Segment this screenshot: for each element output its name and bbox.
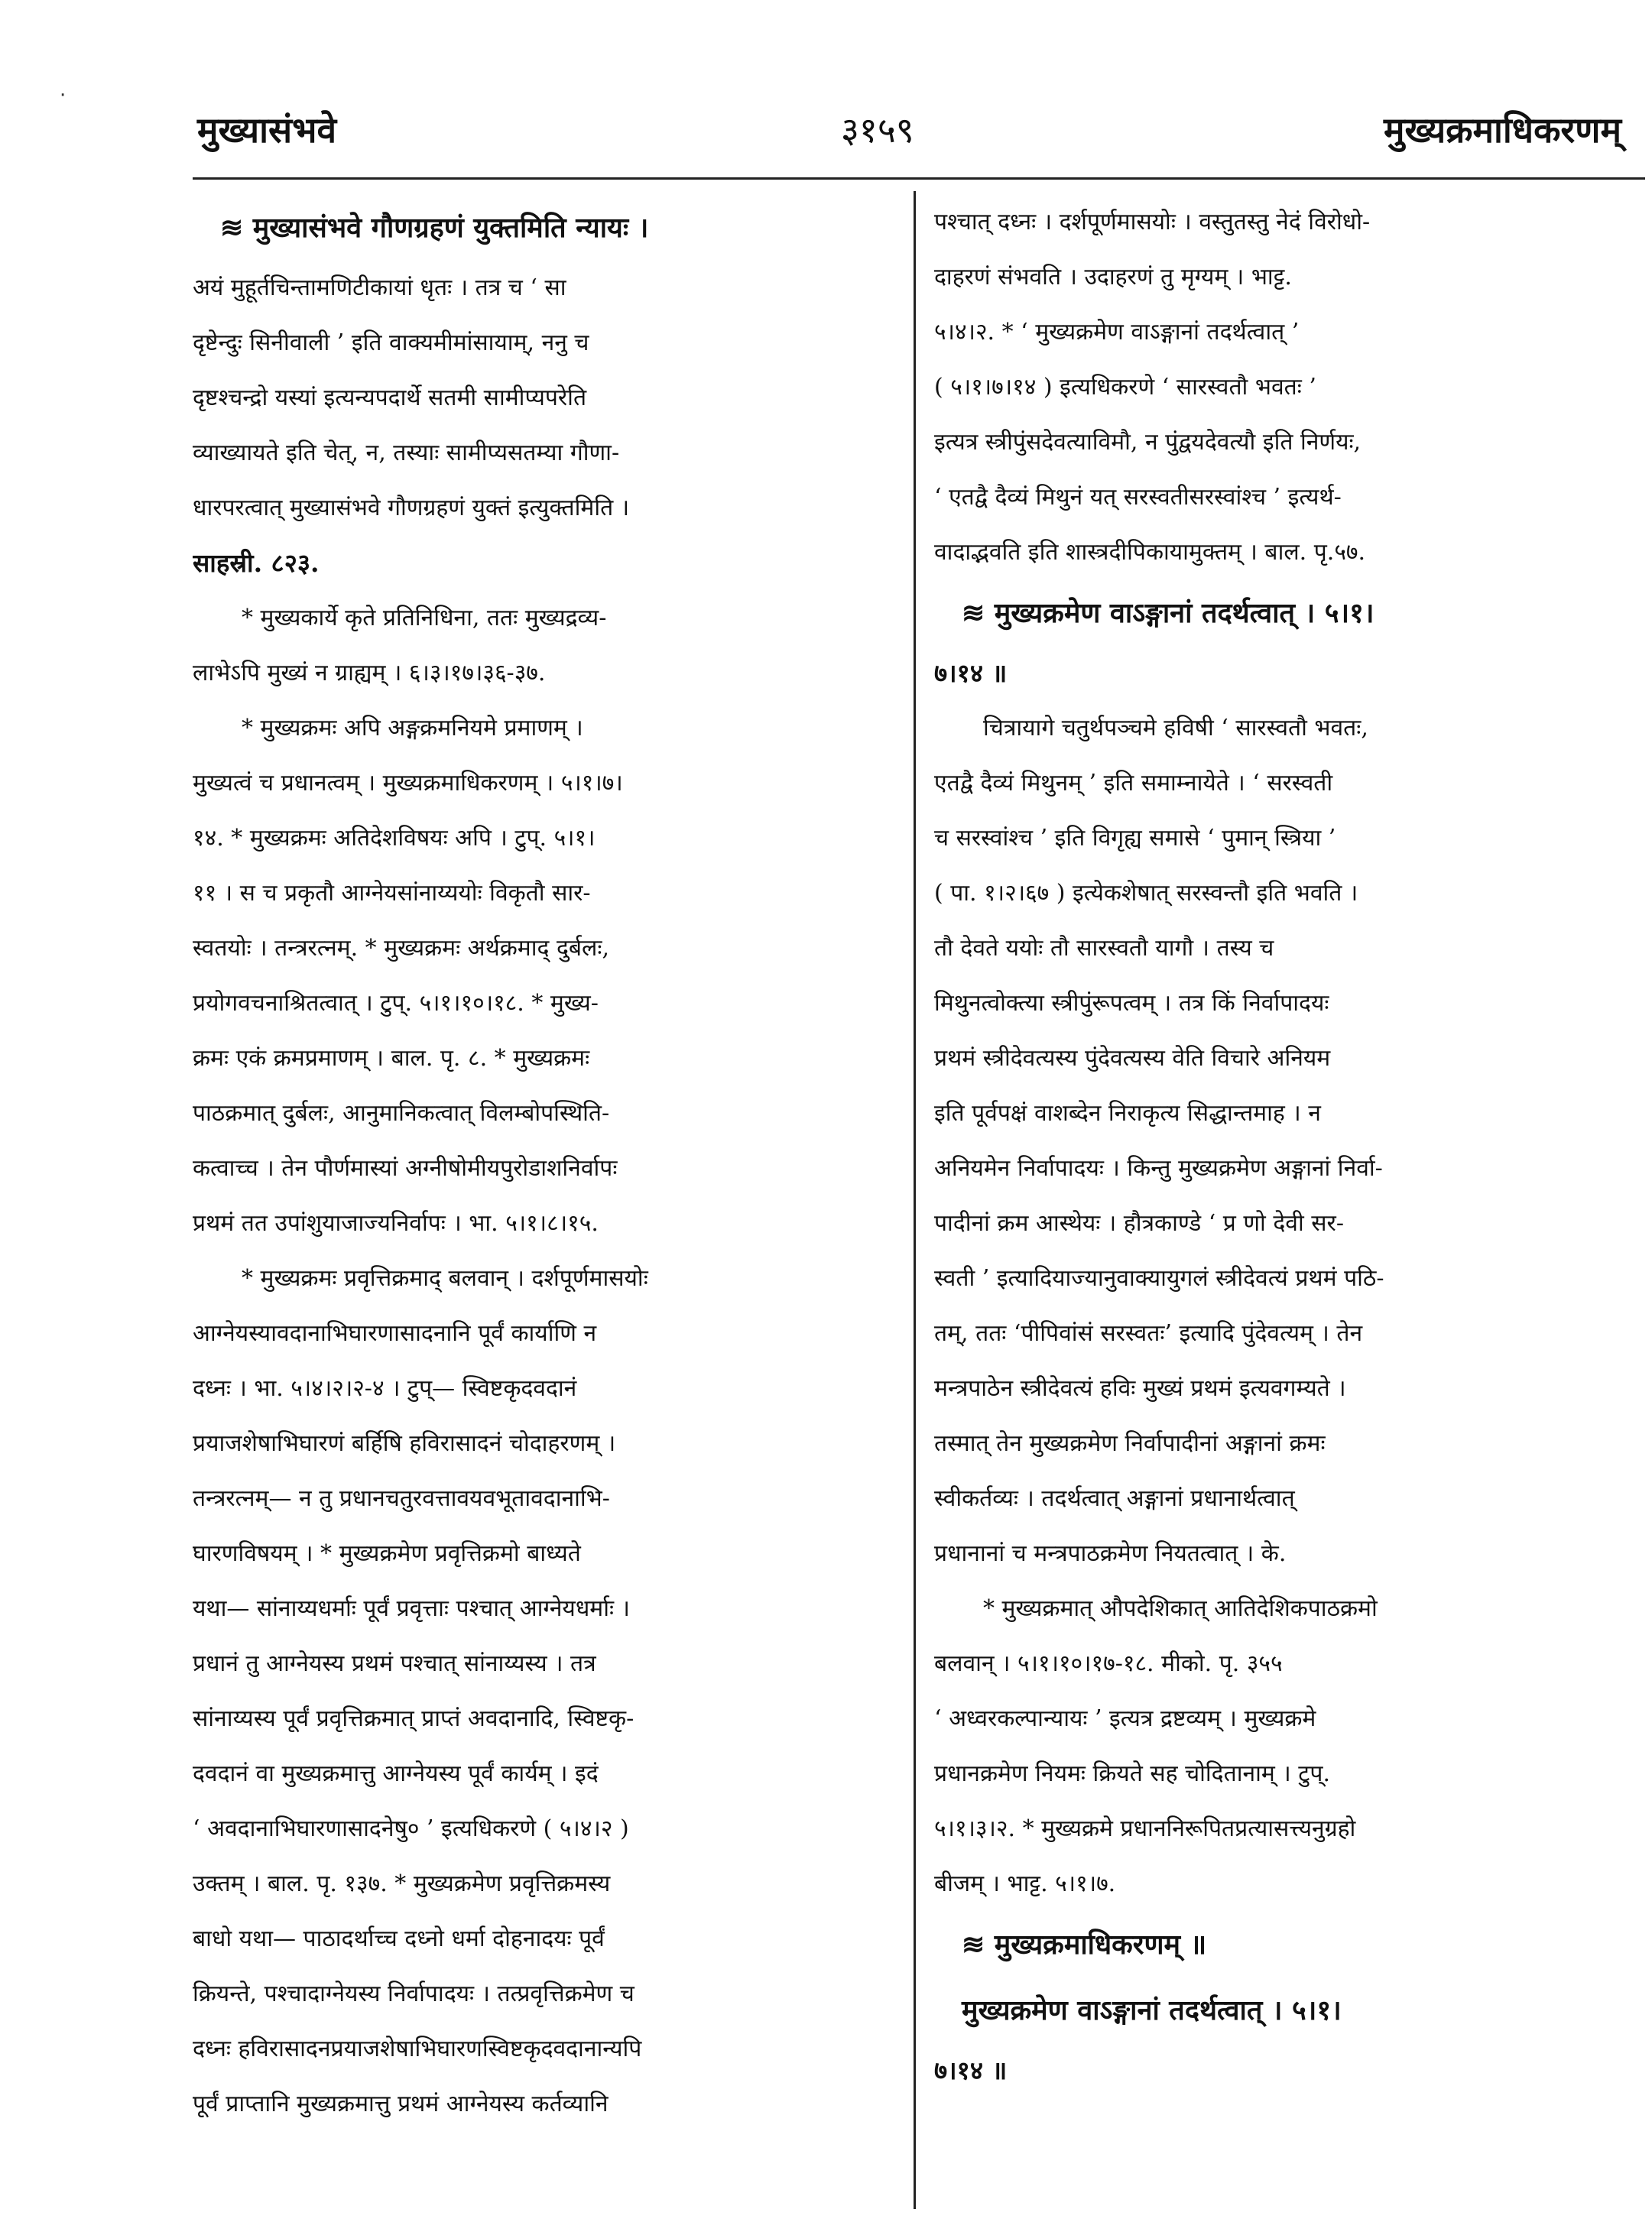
text-line: स्वीकर्तव्यः । तदर्थत्वात् अङ्गानां प्रधानार्थत्वात् (934, 1485, 1295, 1512)
header-rule (193, 177, 1645, 180)
text-line: दध्नः । भा. ५।४।२।२-४ । टुप्— स्विष्टकृदवदानं (193, 1375, 577, 1402)
text-line: ‘ एतद्वै दैव्यं मिथुनं यत् सरस्वतीसरस्वांश्च ’ इत्यर्थ- (934, 484, 1342, 511)
running-head-left: मुख्यासंभवे (197, 109, 337, 151)
section-heading: ≋ मुख्यक्रमेण वाऽङ्गानां तदर्थत्वात् । ५।१। (962, 597, 1375, 629)
text-line: प्रयोगवचनाश्रितत्वात् । टुप्. ५।१।१०।१८. * मुख्य- (193, 990, 599, 1017)
margin-speck: · (60, 84, 67, 107)
text-line: अनियमेन निर्वापादयः । किन्तु मुख्यक्रमेण अङ्गानां निर्वा- (934, 1155, 1383, 1182)
text-line: साहस्री. ८२३. (193, 548, 320, 578)
text-line: * मुख्यक्रमः अपि अङ्गक्रमनियमे प्रमाणम् । (242, 715, 583, 741)
text-line: पूर्वं प्राप्तानि मुख्यक्रमात्तु प्रथमं आग्नेयस्य कर्तव्यानि (193, 2091, 609, 2117)
text-line: इत्यत्र स्त्रीपुंसदेवत्याविमौ, न पुंद्वयदेवत्यौ इति निर्णयः, (934, 429, 1362, 456)
text-line: दृष्टश्चन्द्रो यस्यां इत्यन्यपदार्थे सतमी सामीप्यपरेति (193, 384, 587, 411)
text-line: ७।१४ ॥ (934, 2055, 1008, 2085)
text-line: घारणविषयम् । * मुख्यक्रमेण प्रवृत्तिक्रमो बाध्यते (193, 1540, 581, 1567)
text-line: तस्मात् तेन मुख्यक्रमेण निर्वापादीनां अङ्गानां क्रमः (934, 1430, 1326, 1457)
right-column (934, 195, 1639, 2213)
text-line: पादीनां क्रम आस्थेयः । हौत्रकाण्डे ‘ प्र णो देवी सर- (934, 1210, 1344, 1237)
text-line: पश्चात् दध्नः । दर्शपूर्णमासयोः । वस्तुतस्तु नेदं विरोधो- (934, 209, 1371, 235)
text-line: ‘ अध्वरकल्पान्यायः ’ इत्यत्र द्रष्टव्यम् । मुख्यक्रमे (934, 1705, 1316, 1732)
text-line: आग्नेयस्यावदानाभिघारणासादनानि पूर्वं कार्याणि न (193, 1320, 597, 1347)
text-line: बाधो यथा— पाठादर्थाच्च दध्नो धर्मा दोहनादयः पूर्वं (193, 1925, 605, 1952)
text-line: प्रधानक्रमेण नियमः क्रियते सह चोदितानाम् । टुप्. (934, 1760, 1330, 1787)
text-line: च सरस्वांश्च ’ इति विगृह्य समासे ‘ पुमान् स्त्रिया ’ (934, 825, 1336, 852)
text-line: * मुख्यक्रमात् औपदेशिकात् आतिदेशिकपाठक्रमो (983, 1595, 1378, 1622)
text-line: दवदानं वा मुख्यक्रमात्तु आग्नेयस्य पूर्वं कार्यम् । इदं (193, 1760, 599, 1787)
text-line: दाहरणं संभवति । उदाहरणं तु मृग्यम् । भाट्ट. (934, 264, 1292, 290)
text-line: स्वतयोः । तन्त्ररत्नम्. * मुख्यक्रमः अर्थक्रमाद् दुर्बलः, (193, 935, 609, 962)
left-column (193, 195, 892, 2213)
text-line: क्रमः एकं क्रमप्रमाणम् । बाल. पृ. ८. * मुख्यक्रमः (193, 1045, 590, 1072)
text-line: ७।१४ ॥ (934, 658, 1008, 688)
text-line: * मुख्यक्रमः प्रवृत्तिक्रमाद् बलवान् । दर्शपूर्णमासयोः (242, 1265, 648, 1292)
text-line: ११ । स च प्रकृतौ आग्नेयसांनाय्ययोः विकृतौ सार- (193, 880, 591, 907)
text-line: कत्वाच्च । तेन पौर्णमास्यां अग्नीषोमीयपुरोडाशनिर्वापः (193, 1155, 618, 1182)
text-line: ५।१।३।२. * मुख्यक्रमे प्रधाननिरूपितप्रत्यासत्त्यनुग्रहो (934, 1815, 1356, 1842)
text-line: प्रथमं स्त्रीदेवत्यस्य पुंदेवत्यस्य वेति विचारे अनियम (934, 1045, 1331, 1072)
text-line: दध्नः हविरासादनप्रयाजशेषाभिघारणस्विष्टकृदवदानान्यपि (193, 2036, 642, 2062)
text-line: ( पा. १।२।६७ ) इत्येकशेषात् सरस्वन्तौ इति भवति । (934, 880, 1358, 907)
text-line: लाभेऽपि मुख्यं न ग्राह्यम् । ६।३।१७।३६-३७. (193, 660, 546, 686)
text-line: प्रधानं तु आग्नेयस्य प्रथमं पश्चात् सांनाय्यस्य । तत्र (193, 1650, 596, 1677)
text-line: पाठक्रमात् दुर्बलः, आनुमानिकत्वात् विलम्बोपस्थिति- (193, 1100, 610, 1127)
text-line: सांनाय्यस्य पूर्वं प्रवृत्तिक्रमात् प्राप्तं अवदानादि, स्विष्टकृ- (193, 1705, 635, 1732)
text-line: धारपरत्वात् मुख्यासंभवे गौणग्रहणं युक्तं इत्युक्तमिति । (193, 495, 630, 521)
text-line: इति पूर्वपक्षं वाशब्देन निराकृत्य सिद्धान्तमाह । न (934, 1100, 1321, 1127)
section-heading: ≋ मुख्यासंभवे गौणग्रहणं युक्तमिति न्यायः । (220, 212, 649, 244)
text-line: तम्, ततः ‘पीपिवांसं सरस्वतः’ इत्यादि पुंदेवत्यम् । तेन (934, 1320, 1363, 1347)
text-line: बीजम् । भाट्ट. ५।१।७. (934, 1870, 1116, 1897)
column-divider (914, 191, 916, 2209)
text-line: बलवान् । ५।१।१०।१७-१८. मीको. पृ. ३५५ (934, 1650, 1283, 1677)
text-line: मुख्यत्वं च प्रधानत्वम् । मुख्यक्रमाधिकरणम् । ५।१।७। (193, 770, 623, 796)
text-line: व्याख्यायते इति चेत्, न, तस्याः सामीप्यसतम्या गौणा- (193, 440, 620, 466)
text-line: प्रधानानां च मन्त्रपाठक्रमेण नियतत्वात् । के. (934, 1540, 1287, 1567)
section-heading: मुख्यक्रमेण वाऽङ्गानां तदर्थत्वात् । ५।१। (962, 1994, 1342, 2026)
text-line: तौ देवते ययोः तौ सारस्वतौ यागौ । तस्य च (934, 935, 1274, 962)
text-line: १४. * मुख्यक्रमः अतिदेशविषयः अपि । टुप्. ५।१। (193, 825, 596, 852)
text-line: एतद्वै दैव्यं मिथुनम् ’ इति समाम्नायेते । ‘ सरस्वती (934, 770, 1333, 796)
running-head (0, 105, 1652, 167)
text-line: चित्रायागे चतुर्थपञ्चमे हविषी ‘ सारस्वतौ भवतः, (983, 715, 1368, 741)
text-line: यथा— सांनाय्यधर्माः पूर्वं प्रवृत्ताः पश्चात् आग्नेयधर्माः । (193, 1595, 630, 1622)
running-head-right: मुख्यक्रमाधिकरणम् (1384, 109, 1621, 151)
text-line: क्रियन्ते, पश्चादाग्नेयस्य निर्वापादयः । तत्प्रवृत्तिक्रमेण च (193, 1981, 635, 2007)
text-line: स्वती ’ इत्यादियाज्यानुवाक्यायुगलं स्त्रीदेवत्यं प्रथमं पठि- (934, 1265, 1384, 1292)
text-line: मिथुनत्वोक्त्या स्त्रीपुंरूपत्वम् । तत्र किं निर्वापादयः (934, 990, 1329, 1017)
page-number: ३१५९ (841, 109, 914, 151)
section-heading: ≋ मुख्यक्रमाधिकरणम् ॥ (962, 1929, 1207, 1961)
text-line: ‘ अवदानाभिघारणासादनेषु० ’ इत्यधिकरणे ( ५।४।२ ) (193, 1815, 629, 1842)
text-line: * मुख्यकार्ये कृते प्रतिनिधिना, ततः मुख्यद्रव्य- (242, 605, 607, 631)
text-line: तन्त्ररत्नम्— न तु प्रधानचतुरवत्तावयवभूतावदानाभि- (193, 1485, 610, 1512)
text-line: मन्त्रपाठेन स्त्रीदेवत्यं हविः मुख्यं प्रथमं इत्यवगम्यते । (934, 1375, 1346, 1402)
text-line: प्रयाजशेषाभिघारणं बर्हिषि हविरासादनं चोदाहरणम् । (193, 1430, 616, 1457)
text-line: दृष्टेन्दुः सिनीवाली ’ इति वाक्यमीमांसायाम्, ननु च (193, 329, 589, 356)
text-line: ५।४।२. * ‘ मुख्यक्रमेण वाऽङ्गानां तदर्थत्वात् ’ (934, 319, 1300, 346)
text-line: अयं मुहूर्तचिन्तामणिटीकायां धृतः । तत्र च ‘ सा (193, 274, 566, 301)
text-line: वादाद्भवति इति शास्त्रदीपिकायामुक्तम् । बाल. पृ.५७. (934, 539, 1366, 566)
text-line: ( ५।१।७।१४ ) इत्यधिकरणे ‘ सारस्वतौ भवतः ’ (934, 374, 1316, 401)
text-line: प्रथमं तत उपांशुयाजाज्यनिर्वापः । भा. ५।१।८।१५. (193, 1210, 599, 1237)
text-line: उक्तम् । बाल. पृ. १३७. * मुख्यक्रमेण प्रवृत्तिक्रमस्य (193, 1870, 611, 1897)
